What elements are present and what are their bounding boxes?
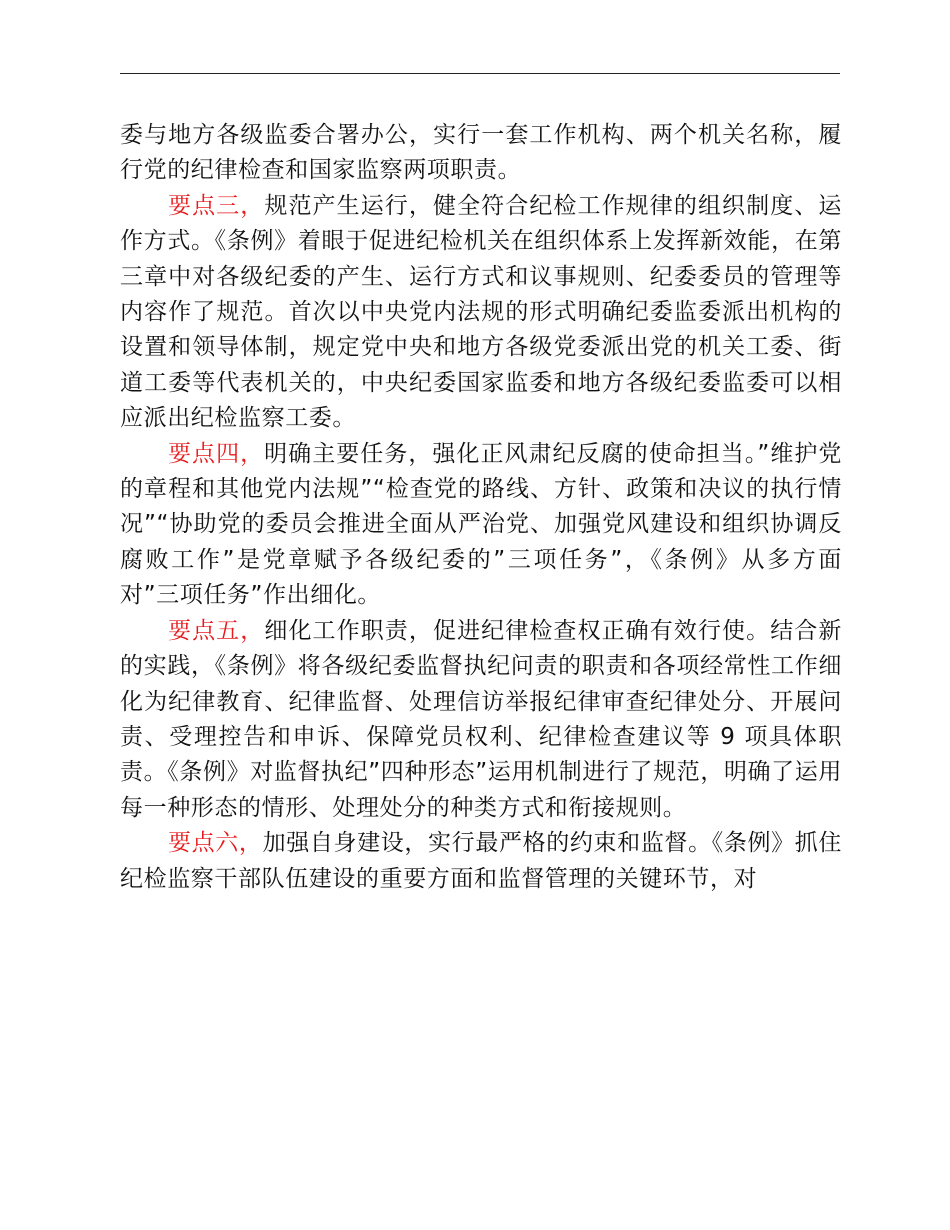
paragraph-text: 明确主要任务，强化正风肃纪反腐的使命担当。”维护党的章程和其他党内法规”“检查党的路线、方针、政策和决议的执行情况”“协助党的委员会推进全面从严治党、加强党风建设和组织协调反腐败工作”是党章赋予各级纪委的”三项任务”，《条例》从多方面对”三项任务”作出细化。 — [120, 440, 842, 609]
paragraph-text: 细化工作职责，促进纪律检查权正确有效行使。结合新的实践，《条例》将各级纪委监督执纪问责的职责和各项经常性工作细化为纪律教育、纪律监督、处理信访举报纪律审查纪律处分、开展问责、受理控告和申诉、保障党员权利、纪律检查建议等 9 项具体职责。《条例》对监督执纪”四种形态”运用机制进行了规范，明确了运用每一种形态的情形、处理处分的种类方式和衔接规则。 — [120, 617, 842, 821]
paragraph-text: 加强自身建设，实行最严格的约束和监督。《条例》抓住纪检监察干部队伍建设的重要方面和监督管理的关键环节，对 — [120, 830, 842, 892]
key-point-label: 要点五， — [168, 617, 265, 644]
header-rule — [120, 73, 840, 74]
paragraph-point-four — [120, 437, 842, 614]
paragraph-point-five — [120, 614, 842, 826]
key-point-label: 要点三， — [168, 192, 265, 219]
paragraph-text: 委与地方各级监委合署办公，实行一套工作机构、两个机关名称，履行党的纪律检查和国家监察两项职责。 — [120, 122, 842, 184]
paragraph-continuation — [120, 118, 842, 189]
paragraph-point-six — [120, 826, 842, 897]
paragraph-text: 规范产生运行，健全符合纪检工作规律的组织制度、运作方式。《条例》着眼于促进纪检机关在组织体系上发挥新效能，在第三章中对各级纪委的产生、运行方式和议事规则、纪委委员的管理等内容作了规范。首次以中央党内法规的形式明确纪委监委派出机构的设置和领导体制，规定党中央和地方各级党委派出党的机关工委、街道工委等代表机关的，中央纪委国家监委和地方各级纪委监委可以相应派出纪检监察工委。 — [120, 192, 842, 432]
paragraph-point-three — [120, 189, 842, 437]
key-point-label: 要点四， — [168, 440, 265, 467]
document-body — [120, 118, 842, 897]
key-point-label: 要点六， — [168, 830, 263, 857]
